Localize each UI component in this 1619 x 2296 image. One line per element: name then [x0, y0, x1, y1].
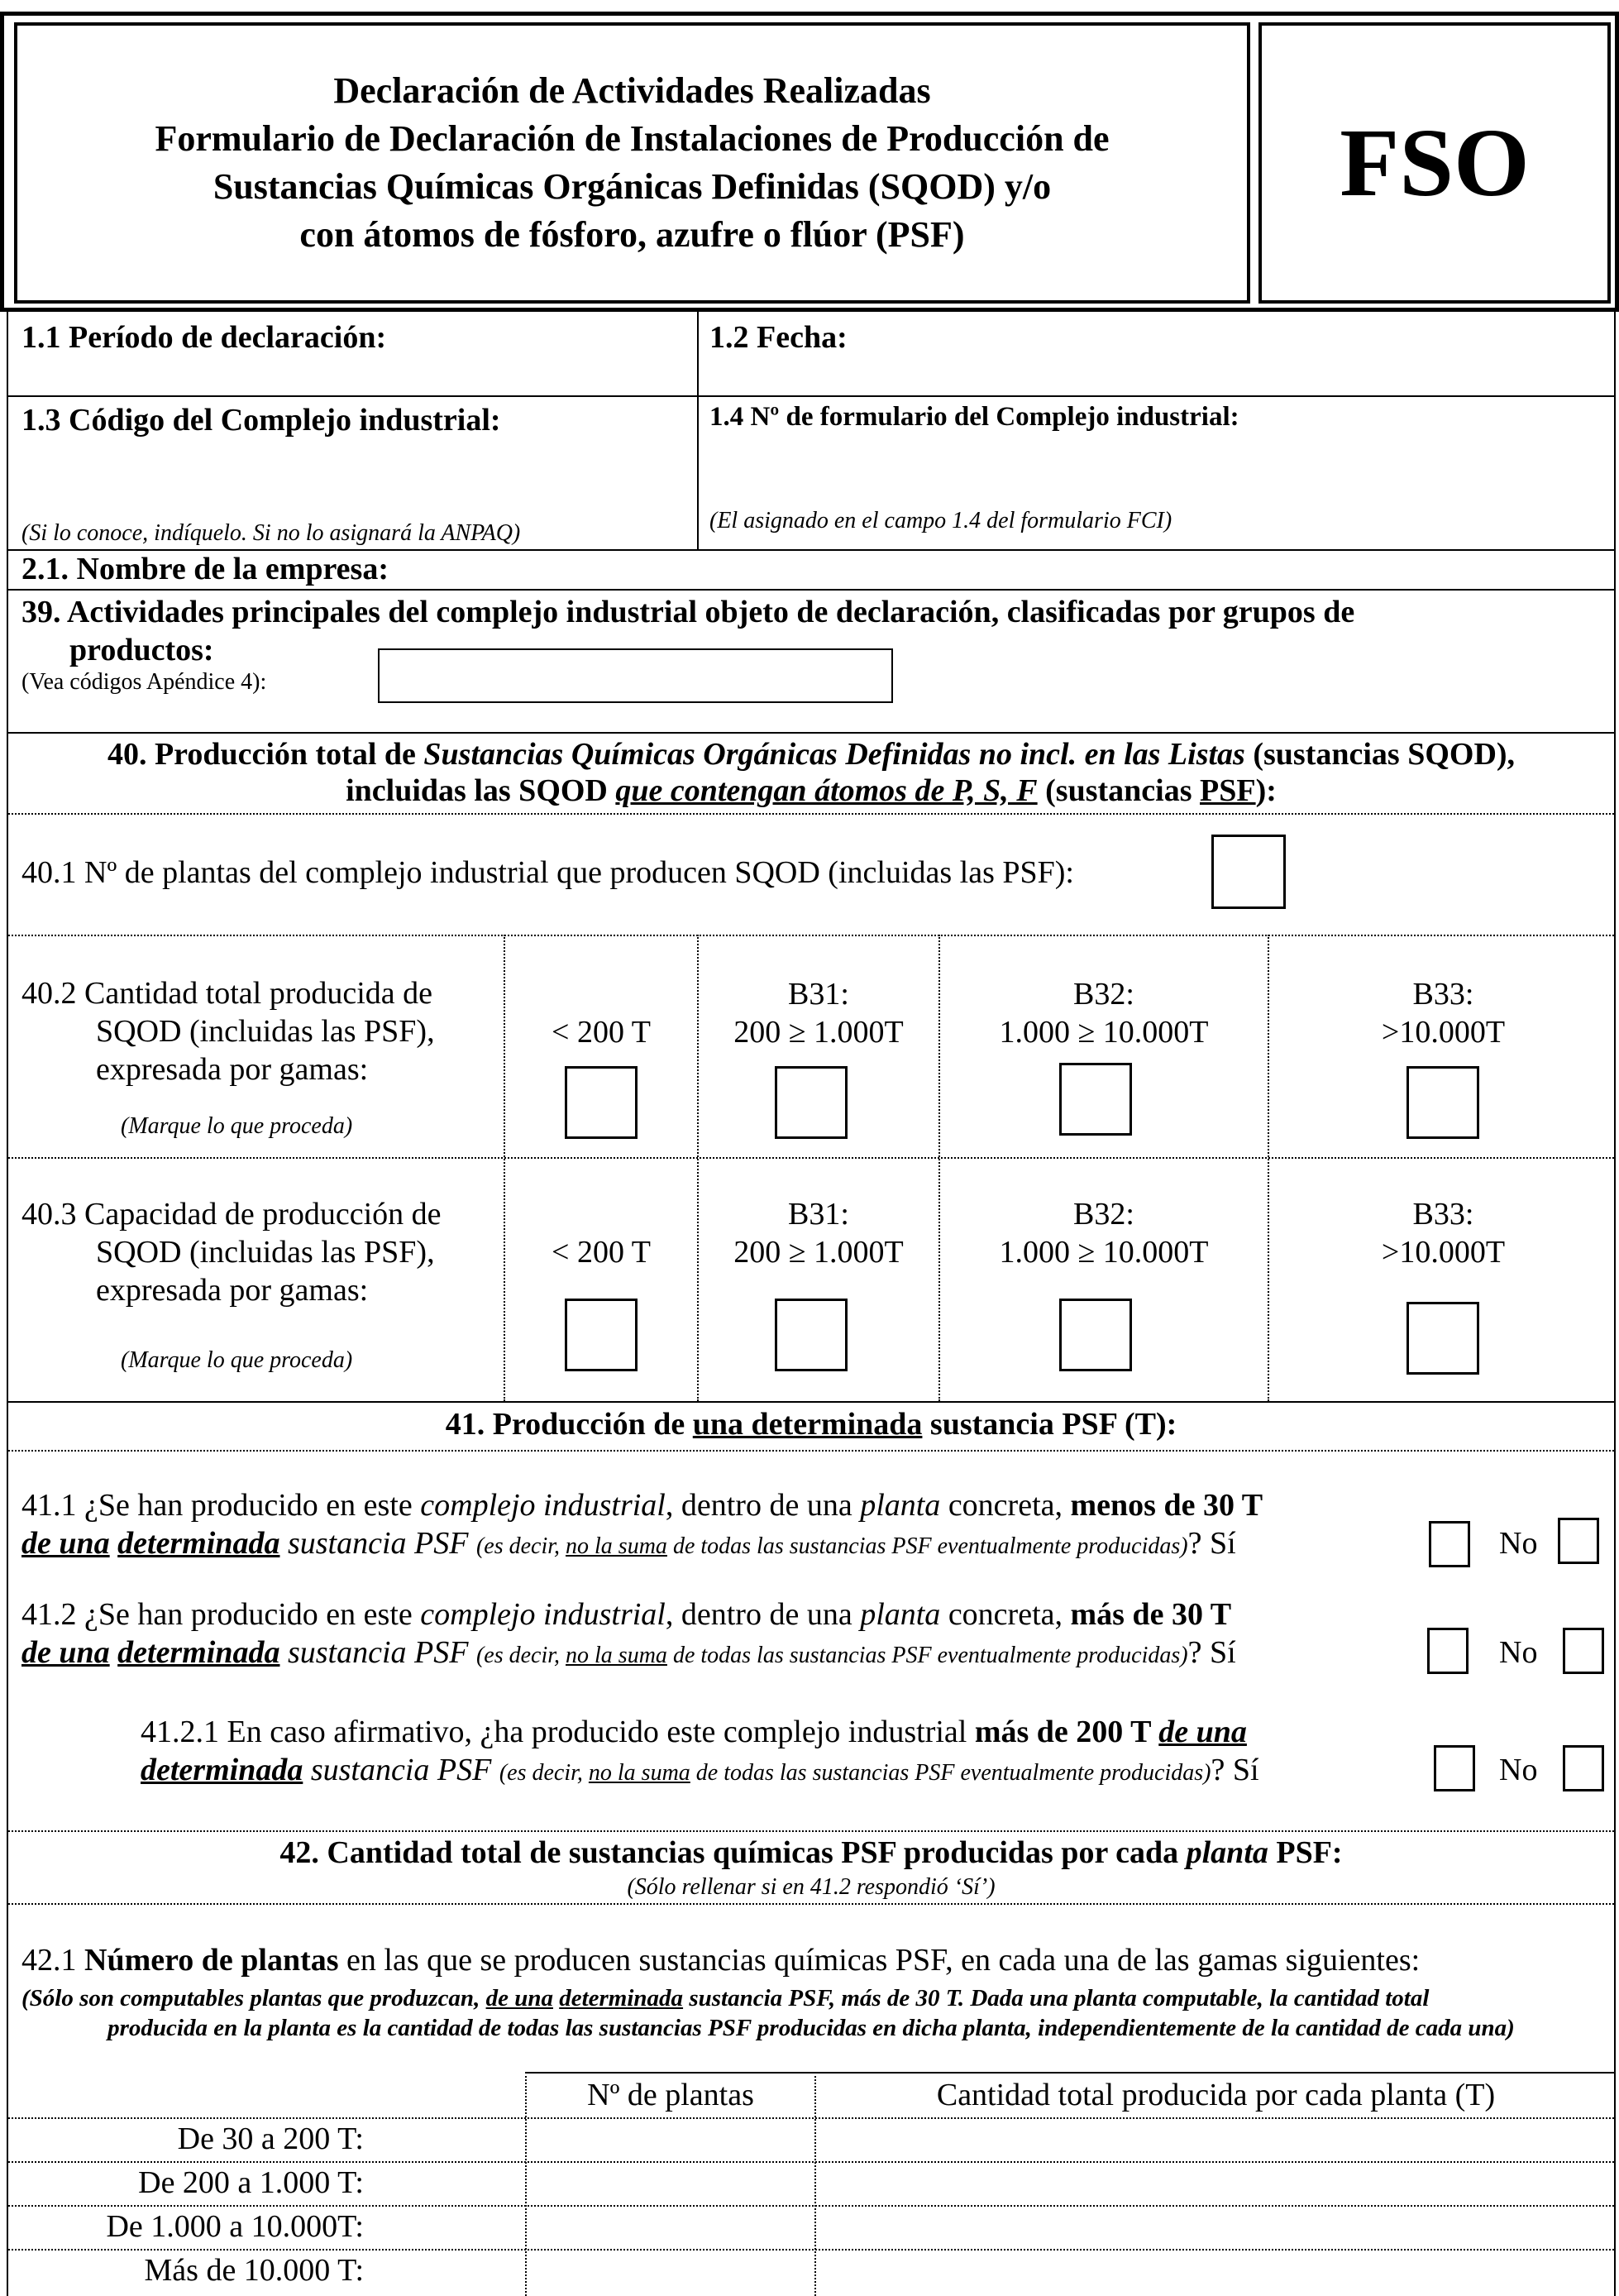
row-label: Más de 10.000 T:: [144, 2253, 364, 2288]
field-402-label: 40.2 Cantidad total producida de: [21, 976, 433, 1011]
col-header-quantity: Cantidad total producida por cada planta (T): [936, 2078, 1496, 2112]
range-label: >10.000T: [1381, 1015, 1506, 1050]
field-402-label: expresada por gamas:: [96, 1052, 369, 1087]
title-line: con átomos de fósforo, azufre o flúor (PSF): [299, 214, 965, 255]
range-code: B31:: [788, 1197, 849, 1232]
title-line: Formulario de Declaración de Instalaciones de Producción de: [155, 118, 1110, 159]
section-42-note: (Sólo rellenar si en 41.2 respondió ‘Sí’): [627, 1874, 996, 1900]
checkbox-403-b33[interactable]: [1406, 1302, 1479, 1375]
range-code: B33:: [1412, 977, 1474, 1012]
title-line: Sustancias Químicas Orgánicas Definidas (SQOD) y/o: [213, 166, 1052, 207]
range-label: 200 ≥ 1.000T: [733, 1015, 904, 1050]
section-41-heading: 41. Producción de una determinada sustancia PSF (T):: [445, 1407, 1177, 1442]
form-code: FSO: [1258, 22, 1611, 304]
section-40-heading-cont: incluidas las SQOD que contengan átomos de P, S, F (sustancias PSF):: [346, 773, 1277, 808]
range-label: < 200 T: [552, 1015, 651, 1050]
section-42-heading: 42. Cantidad total de sustancias químicas PSF producidas por cada planta PSF:: [279, 1835, 1343, 1870]
range-label: >10.000T: [1381, 1235, 1506, 1270]
field-403-label: 40.3 Capacidad de producción de: [21, 1197, 442, 1232]
range-code: B33:: [1412, 1197, 1474, 1232]
checkbox-411-no[interactable]: [1558, 1518, 1599, 1564]
field-401-label: 40.1 Nº de plantas del complejo industrial que producen SQOD (incluidas las PSF):: [21, 855, 1074, 890]
quantity-cells[interactable]: [816, 2119, 1616, 2296]
formulario-input[interactable]: [699, 440, 1608, 490]
field-402-note: (Marque lo que proceda): [121, 1113, 353, 1139]
field-4121-line2: determinada sustancia PSF (es decir, no la suma de todas las sustancias PSF eventualmente producidas)? Sí: [141, 1753, 1259, 1787]
form-body: [7, 312, 1616, 2296]
range-label: < 200 T: [552, 1235, 651, 1270]
field-39-label: 39. Actividades principales del complejo industrial objeto de declaración, clasificadas por grupos de: [21, 595, 1355, 629]
no-label: No: [1499, 1753, 1538, 1787]
range-label: 1.000 ≥ 10.000T: [999, 1235, 1209, 1270]
row-label: De 1.000 a 10.000T:: [106, 2209, 364, 2244]
checkbox-402-b31[interactable]: [775, 1066, 848, 1139]
field-14-note: (El asignado en el campo 1.4 del formulario FCI): [709, 508, 1172, 533]
checkbox-402-lt200[interactable]: [565, 1066, 638, 1139]
range-label: 200 ≥ 1.000T: [733, 1235, 904, 1270]
row-label: De 30 a 200 T:: [177, 2121, 364, 2156]
range-label: 1.000 ≥ 10.000T: [999, 1015, 1209, 1050]
codigo-input[interactable]: [8, 440, 695, 498]
field-13-note: (Si lo conoce, indíquelo. Si no lo asignará la ANPAQ): [21, 520, 521, 546]
field-4121-line1: 41.2.1 En caso afirmativo, ¿ha producido este complejo industrial más de 200 T de una: [141, 1715, 1247, 1749]
field-11-label: 1.1 Período de declaración:: [21, 320, 387, 355]
checkbox-411-si[interactable]: [1429, 1521, 1470, 1567]
field-411-line1: 41.1 ¿Se han producido en este complejo industrial, dentro de una planta concreta, menos de 30 T: [21, 1488, 1263, 1523]
field-402-label: SQOD (incluidas las PSF),: [96, 1014, 435, 1049]
checkbox-412-no[interactable]: [1563, 1628, 1604, 1674]
section-40-heading: 40. Producción total de Sustancias Químicas Orgánicas Definidas no incl. en las Listas (sustancias SQOD),: [107, 737, 1516, 772]
field-403-label: expresada por gamas:: [96, 1273, 369, 1308]
checkbox-403-lt200[interactable]: [565, 1299, 638, 1371]
field-39-label-cont: productos:: [69, 633, 214, 667]
range-code: B32:: [1073, 977, 1134, 1012]
periodo-input[interactable]: [8, 349, 695, 392]
checkbox-402-b32[interactable]: [1059, 1063, 1132, 1136]
checkbox-403-b32[interactable]: [1059, 1299, 1132, 1371]
col-header-plants: Nº de plantas: [587, 2078, 754, 2112]
field-13-label: 1.3 Código del Complejo industrial:: [21, 403, 501, 438]
range-code: B31:: [788, 977, 849, 1012]
field-411-line2: de una determinada sustancia PSF (es decir, no la suma de todas las sustancias PSF eventualmente producidas)? Sí: [21, 1526, 1236, 1561]
field-39-note: (Vea códigos Apéndice 4):: [21, 669, 267, 695]
row-label: De 200 a 1.000 T:: [138, 2165, 364, 2200]
activities-input[interactable]: [378, 648, 893, 703]
field-421-label: 42.1 Número de plantas en las que se producen sustancias químicas PSF, en cada una de las gamas siguientes:: [21, 1943, 1421, 1978]
checkbox-4121-si[interactable]: [1434, 1745, 1475, 1791]
field-412-line2: de una determinada sustancia PSF (es decir, no la suma de todas las sustancias PSF eventualmente producidas)? Sí: [21, 1635, 1236, 1670]
field-21-label: 2.1. Nombre de la empresa:: [21, 552, 389, 586]
field-412-line1: 41.2 ¿Se han producido en este complejo industrial, dentro de una planta concreta, más de 30 T: [21, 1597, 1232, 1632]
field-403-note: (Marque lo que proceda): [121, 1347, 353, 1373]
fecha-input[interactable]: [699, 349, 1608, 392]
title-line: Declaración de Actividades Realizadas: [333, 70, 931, 111]
plants-count-box[interactable]: [1211, 835, 1286, 909]
field-403-label: SQOD (incluidas las PSF),: [96, 1235, 435, 1270]
field-12-label: 1.2 Fecha:: [709, 320, 848, 355]
no-label: No: [1499, 1526, 1538, 1561]
field-421-note-cont: producida en la planta es la cantidad de todas las sustancias PSF producidas en dicha planta, independientemente de la cantidad de cada una): [107, 2015, 1515, 2041]
form-title: [14, 22, 1250, 304]
range-code: B32:: [1073, 1197, 1134, 1232]
form-header: [0, 12, 1619, 312]
field-421-note: (Sólo son computables plantas que produzcan, de una determinada sustancia PSF, más de 30 T. Dada una planta computable, la cantidad total: [21, 1985, 1430, 2011]
plants-count-cells[interactable]: [527, 2119, 813, 2296]
checkbox-403-b31[interactable]: [775, 1299, 848, 1371]
field-14-label: 1.4 Nº de formulario del Complejo industrial:: [709, 402, 1239, 432]
no-label: No: [1499, 1635, 1538, 1670]
checkbox-4121-no[interactable]: [1563, 1745, 1604, 1791]
checkbox-412-si[interactable]: [1427, 1628, 1469, 1674]
checkbox-402-b33[interactable]: [1406, 1066, 1479, 1139]
